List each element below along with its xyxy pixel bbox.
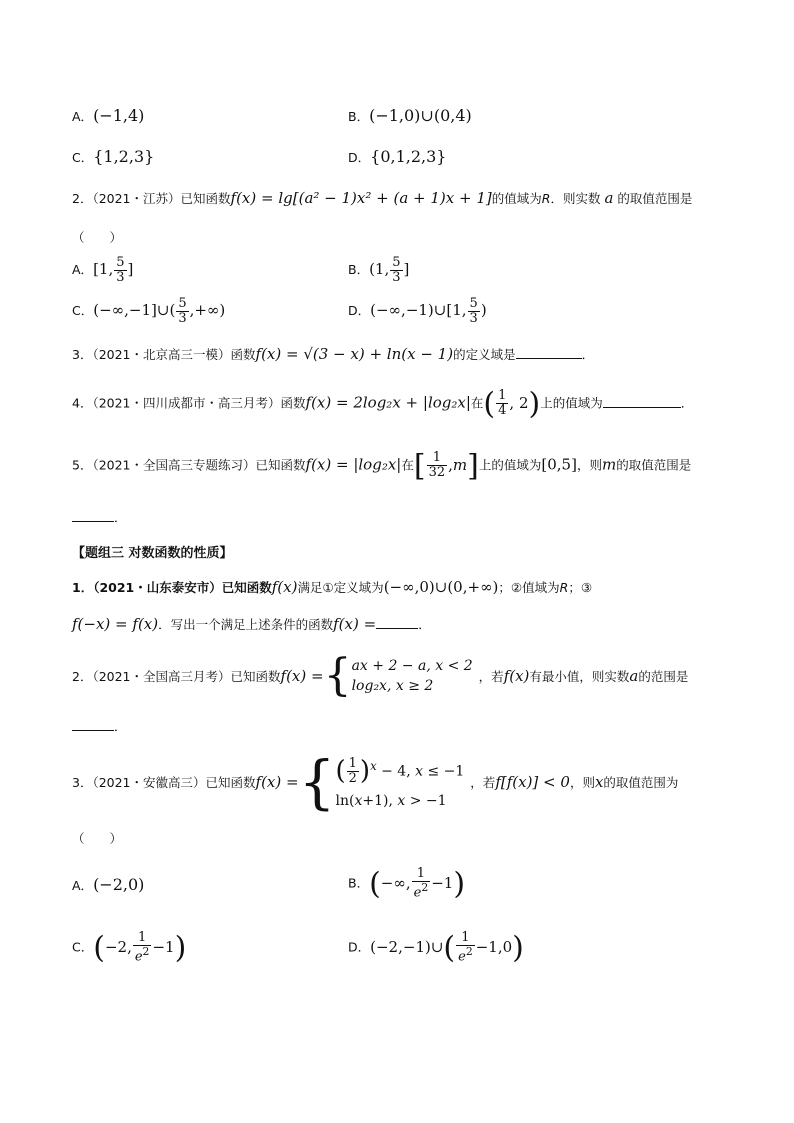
q1-option-b [348,106,472,125]
q5-var-m: m [601,455,617,474]
g3q3-stem [72,746,678,818]
g3q2-text: ，若 [478,669,504,684]
option-label: B． [348,875,370,891]
q3-function: f(x) = √(3 − x) + ln(x − 1) [255,345,454,363]
q4-function: f(x) = 2log₂x + |log₂x| [305,393,471,412]
q3-stem [72,345,594,363]
g3q2-stem [72,648,688,704]
q2-text: 的取值范围是 [617,191,693,206]
q5-end: ． [114,510,127,525]
option-label: A． [72,262,94,278]
option-text: (−1,0)∪(0,4) [369,106,472,125]
q2-var-a: a [604,189,614,207]
option-label: C． [72,303,94,319]
g3q3-var-x: x [594,773,604,791]
g3q2-prefix: 2．（2021・全国高三月考）已知函数 [72,669,281,684]
option-label: C． [72,939,94,955]
g3q1-fx: f(x) [271,578,298,596]
g3q1-line2 [72,615,431,633]
g3q3-case1-display: ( $\frac{1}{2}$ )$^x$ − 4, x ≤ −1 [335,756,465,786]
g3q1-text: ；②值域为 [498,580,560,595]
q2-paren: （ ） [72,230,123,245]
g3q2-text: 有最小值，则实数 [529,669,630,684]
g3q1-stem [72,578,592,596]
q2-stem [72,189,692,207]
option-text: (−1,4) [93,106,145,125]
q5-text: 的取值范围是 [616,457,692,473]
g3q3-option-d: D．(−2,−1)∪( $\frac{1}{e^2}$ −1,0) [348,930,524,965]
option-label: D． [348,303,371,319]
q5-text: 上的值域为 [478,457,542,473]
q4-stem: 4．（2021・四川成都市・高三月考）函数f(x) = 2log₂x + |log₂x|在( $\frac{1}{4}$ , 2)上的值域为 ． [72,386,694,421]
g3q3-condition: f[f(x)] < 0 [495,773,570,791]
g3q2-end: ． [114,719,127,734]
q5-text: 在 [401,457,414,473]
section-header: 【题组三 对数函数的性质】 [72,546,233,561]
g3q1-prefix: 1．（2021・山东泰安市）已知函数 [72,580,272,595]
q3-prefix: 3．（2021・北京高三一模）函数 [72,347,256,362]
g3q3-fx: f(x) = [255,773,299,791]
option-label: D． [348,939,371,955]
q3-end: ． [581,347,595,362]
option-text: {0,1,2,3} [370,147,447,166]
q2-R: R [541,191,551,206]
q5-text: ，则 [576,457,602,473]
g3q3-text: ，则 [569,775,595,790]
g3q1-text: 满足①定义域为 [297,580,384,595]
g3q2-case2: log₂x, x ≥ 2 [351,678,434,694]
g3q1-condition: f(−x) = f(x) [72,615,159,633]
g3q1-R: R [559,580,569,595]
g3q1-domain: (−∞,0)∪(0,+∞) [383,578,499,596]
answer-blank[interactable] [603,407,681,408]
q5-prefix: 5．（2021・全国高三专题练习）已知函数 [72,457,306,473]
q4-end: ． [680,395,694,411]
option-text: {1,2,3} [93,147,155,166]
q1-option-a [72,106,144,125]
q4-text: 上的值域为 [540,395,603,411]
g3q2-case1: ax + 2 − a, x < 2 [351,657,473,674]
q4-prefix: 4．（2021・四川成都市・高三月考）函数 [72,395,306,411]
answer-blank[interactable] [516,358,582,359]
answer-blank[interactable] [72,730,114,731]
g3q1-text: ；③ [568,580,593,595]
left-brace: { [298,748,336,816]
g3q3-case2-display: ln(x+1), x > −1 [335,793,447,809]
q2-prefix: 2．（2021・江苏）已知函数 [72,191,231,206]
q3-text: 的定义域是 [453,347,516,362]
q5-answer-line [72,508,127,526]
q5-function: f(x) = |log₂x| [305,455,402,474]
g3q1-text: ．写出一个满足上述条件的函数 [158,617,334,632]
g3q3-cases [335,752,464,812]
q2-option-b: B．(1, $\frac{5}{3}$ ] [348,255,410,285]
q1-option-d [348,147,446,166]
g3q3-option-a [72,875,144,894]
g3q3-prefix: 3．（2021・安徽高三）已知函数 [72,775,256,790]
q2-function: f(x) = lg[(a² − 1)x² + (a + 1)x + 1] [230,189,492,207]
q2-option-a: A．[1, $\frac{5}{3}$ ] [72,255,134,285]
option-label: B． [348,109,370,124]
q2-text: ．则实数 [550,191,601,206]
option-text: (−2,0) [93,875,145,894]
option-label: A． [72,878,94,893]
answer-blank[interactable] [72,521,114,522]
g3q3-paren: （ ） [72,831,123,846]
g3q2-answer-line [72,717,127,735]
q5-range: [0,5] [541,455,577,474]
q2-text: 的值域为 [491,191,542,206]
option-label: D． [348,150,371,165]
g3q3-option-c: C．(−2, $\frac{1}{e^2}$ −1) [72,930,187,965]
g3q2-fx2: f(x) [503,667,530,685]
q2-option-d: D．(−∞,−1)∪[1, $\frac{5}{3}$ ) [348,296,487,326]
g3q3-text: 的取值范围为 [603,775,679,790]
g3q2-cases [352,656,473,697]
g3q2-var-a: a [629,667,639,685]
option-label: A． [72,109,94,124]
q4-text: 在 [470,395,484,411]
g3q3-text: ，若 [470,775,496,790]
g3q2-fx: f(x) = [280,667,324,685]
q5-stem: 5．（2021・全国高三专题练习）已知函数f(x) = |log₂x|在[ $\frac{1}{32}$ ,m]上的值域为[0,5]，则m的取值范围是 [72,448,692,483]
g3q1-end: ． [418,617,431,632]
answer-blank[interactable] [376,628,418,629]
g3q3-option-b: B．(−∞, $\frac{1}{e^2}$ −1) [348,866,466,901]
g3q2-text: 的范围是 [638,669,689,684]
option-label: C． [72,150,94,165]
g3q1-fx2: f(x) = [333,615,377,633]
q2-option-c: C．(−∞,−1]∪( $\frac{5}{3}$ ,+∞) [72,296,226,326]
q1-option-c [72,147,154,166]
left-brace: { [323,650,352,701]
option-label: B． [348,262,370,278]
